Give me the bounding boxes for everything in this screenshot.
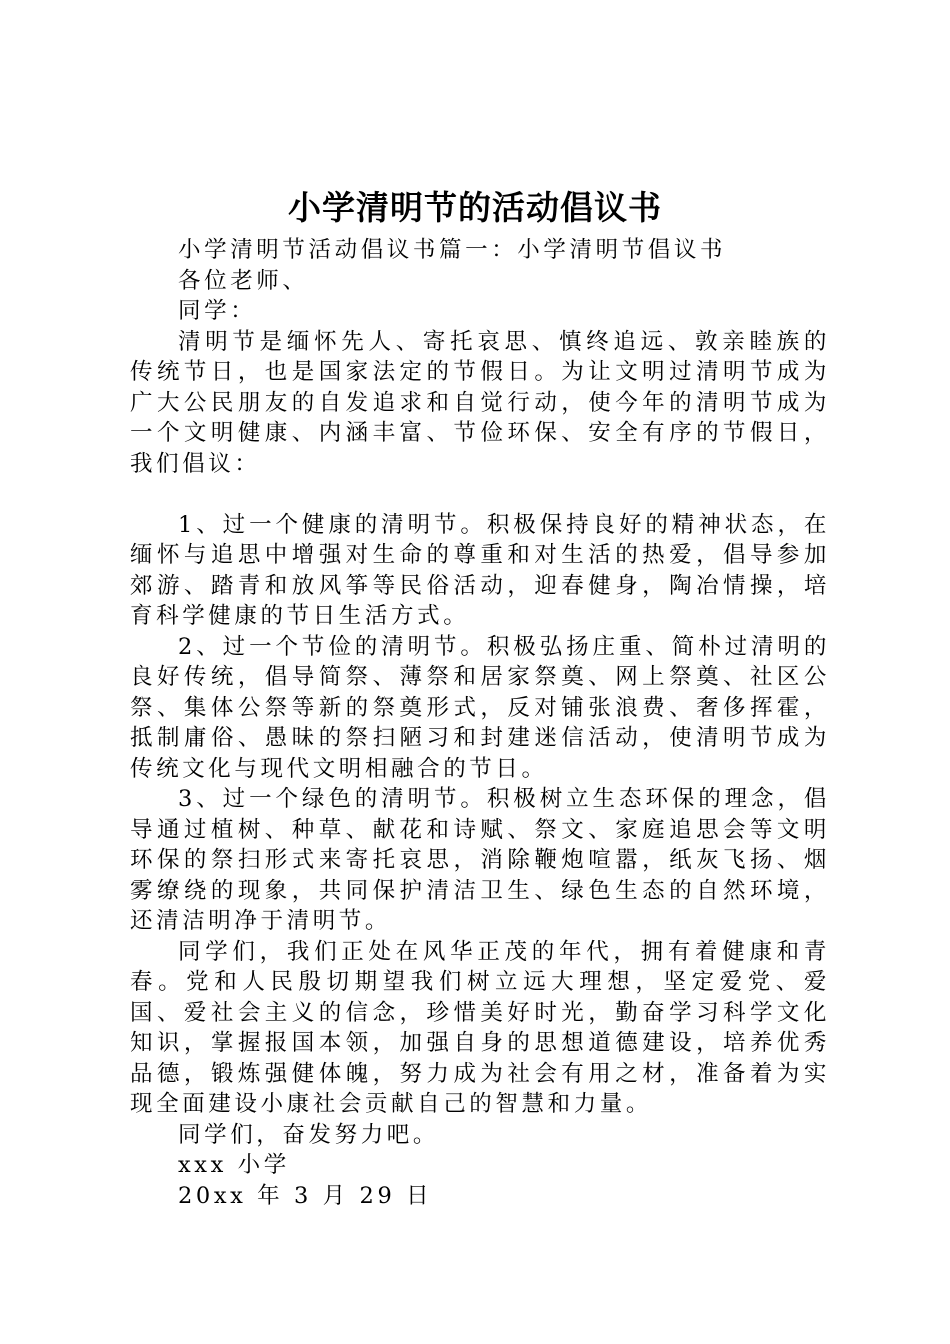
proposal-item-2: 2、过一个节俭的清明节。积极弘扬庄重、简朴过清明的良好传统，倡导简祭、薄祭和居家祭奠、网上祭奠、社区公祭、集体公祭等新的祭奠形式，反对铺张浪费、奢侈挥霍，抵制庸俗、愚昧的祭扫陋习和封建迷信活动，使清明节成为传统文化与现代文明相融合的节日。: [130, 633, 830, 782]
salutation-line-1: 各位老师、: [178, 267, 309, 294]
paragraph-spacer: [130, 479, 830, 510]
document-title: 小学清明节的活动倡议书: [288, 188, 662, 227]
date-line: 20xx 年 3 月 29 日: [178, 1182, 433, 1209]
signature-line: xxx 小学: [178, 1152, 290, 1178]
document-body: [130, 235, 830, 1211]
salutation-line-2: 同学：: [178, 298, 257, 324]
subtitle-line: 小学清明节活动倡议书篇一：小学清明节倡议书: [178, 237, 727, 263]
intro-paragraph: 清明节是缅怀先人、寄托哀思、慎终追远、敦亲睦族的传统节日，也是国家法定的节假日。为让文明过清明节成为广大公民朋友的自发追求和自觉行动，使今年的清明节成为一个文明健康、内涵丰富、节俭环保、安全有序的节假日，我们倡议：: [130, 328, 830, 477]
proposal-item-3: 3、过一个绿色的清明节。积极树立生态环保的理念，倡导通过植树、种草、献花和诗赋、祭文、家庭追思会等文明环保的祭扫形式来寄托哀思，消除鞭炮喧嚣，纸灰飞扬、烟雾缭绕的现象，共同保护清洁卫生、绿色生态的自然环境，还清洁明净于清明节。: [130, 786, 830, 934]
closing-paragraph: 同学们，我们正处在风华正茂的年代，拥有着健康和青春。党和人民殷切期望我们树立远大理想，坚定爱党、爱国、爱社会主义的信念，珍惜美好时光，勤奋学习科学文化知识，掌握报国本领，加强自身的思想道德建设，培养优秀品德，锻炼强健体魄，努力成为社会有用之材，准备着为实现全面建设小康社会贡献自己的智慧和力量。: [130, 938, 830, 1117]
exhortation-line: 同学们，奋发努力吧。: [178, 1121, 440, 1148]
proposal-item-1: 1、过一个健康的清明节。积极保持良好的精神状态，在缅怀与追思中增强对生命的尊重和对生活的热爱，倡导参加郊游、踏青和放风筝等民俗活动，迎春健身，陶冶情操，培育科学健康的节日生活方式。: [130, 511, 830, 629]
